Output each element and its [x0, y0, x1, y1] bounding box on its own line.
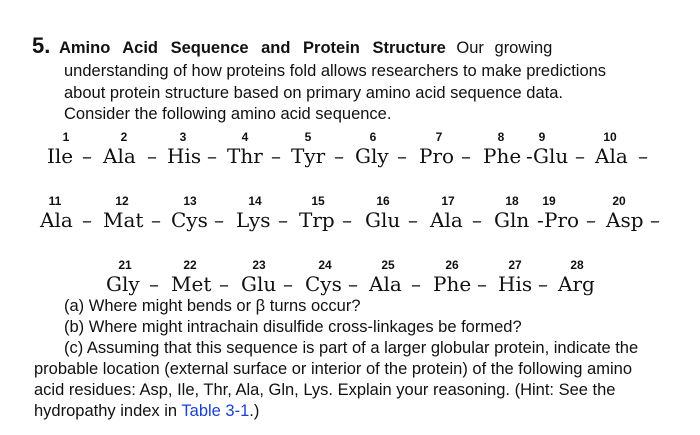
- residue: Ala: [369, 272, 402, 296]
- residue: Phe: [433, 272, 472, 296]
- intro-line: understanding of how proteins fold allows researchers to make predictions: [64, 62, 607, 80]
- bond-separator: –: [271, 144, 281, 168]
- intro-line: Our growing: [456, 39, 553, 57]
- part-b: (b) Where might intrachain disulfide cross-linkages be formed?: [64, 318, 522, 336]
- bond-separator: –: [586, 208, 596, 232]
- residue-number: 19: [542, 194, 556, 208]
- part-a: (a) Where might bends or β turns occur?: [64, 297, 361, 315]
- residue-number: 6: [369, 130, 377, 144]
- bond-separator: –: [82, 144, 92, 168]
- residue-number: 13: [183, 194, 197, 208]
- bond-separator: –: [411, 272, 421, 296]
- residue-number: 14: [248, 194, 262, 208]
- bond-separator: –: [82, 208, 92, 232]
- bond-separator: –: [342, 208, 352, 232]
- residue-number: 27: [508, 258, 522, 272]
- residue-number: 5: [304, 130, 312, 144]
- bond-separator: –: [207, 144, 217, 168]
- residue-number: 18: [505, 194, 519, 208]
- residue: Ala: [40, 208, 73, 232]
- table-3-1-link[interactable]: Table 3-1: [181, 402, 250, 420]
- residue-number: 16: [376, 194, 390, 208]
- residue: His: [167, 144, 202, 168]
- residue-number: 8: [497, 130, 505, 144]
- residue: Asp: [606, 208, 644, 232]
- residue-number: 21: [118, 258, 132, 272]
- residue: Ala: [430, 208, 463, 232]
- residue: Cys: [171, 208, 208, 232]
- residue: Glu: [241, 272, 277, 296]
- residue-number: 4: [241, 130, 249, 144]
- question-number: 5.: [32, 33, 51, 58]
- residue-number: 1: [62, 130, 70, 144]
- part-c-line: (c) Assuming that this sequence is part of a larger globular protein, indicate the: [64, 339, 639, 357]
- residue-number: 20: [612, 194, 626, 208]
- sequence-row-2: [0, 194, 700, 230]
- bond-separator: –: [149, 272, 159, 296]
- question-header: [32, 33, 553, 58]
- residue: Ala: [595, 144, 628, 168]
- part-c-line: acid residues: Asp, Ile, Thr, Ala, Gln, Lys. Explain your reasoning. (Hint: See the: [34, 381, 616, 399]
- bond-separator: –: [538, 272, 548, 296]
- bond-separator: –: [397, 144, 407, 168]
- residue-number: 26: [445, 258, 459, 272]
- bond-separator: –: [477, 272, 487, 296]
- intro-line: about protein structure based on primary amino acid sequence data.: [64, 84, 563, 102]
- bond-separator: –: [638, 144, 648, 168]
- residue: Gly: [106, 272, 140, 296]
- residue: Tyr: [291, 144, 326, 168]
- residue: Gly: [355, 144, 389, 168]
- bond-separator: –: [575, 144, 585, 168]
- residue-number: 9: [538, 130, 546, 144]
- bond-separator: -: [537, 208, 544, 232]
- residue-number: 2: [120, 130, 128, 144]
- bond-separator: –: [283, 272, 293, 296]
- sequence-row-3: [0, 258, 700, 294]
- bond-separator: –: [214, 208, 224, 232]
- question-title: Amino Acid Sequence and Protein Structure: [58, 39, 446, 57]
- residue-number: 17: [441, 194, 455, 208]
- bond-separator: –: [650, 208, 660, 232]
- bond-separator: –: [219, 272, 229, 296]
- sequence-row-1: [0, 130, 700, 166]
- bond-separator: –: [151, 208, 161, 232]
- bond-separator: –: [461, 144, 471, 168]
- residue-number: 22: [183, 258, 197, 272]
- residue-number: 12: [115, 194, 129, 208]
- residue: Trp: [299, 208, 335, 232]
- bond-separator: –: [348, 272, 358, 296]
- part-c-text: .): [249, 402, 260, 420]
- residue: Glu: [365, 208, 401, 232]
- bond-separator: -: [526, 144, 533, 168]
- residue-number: 28: [570, 258, 584, 272]
- residue: Arg: [558, 272, 595, 296]
- residue-number: 3: [179, 130, 187, 144]
- residue: Lys: [236, 208, 271, 232]
- intro-line: Consider the following amino acid sequence.: [64, 105, 392, 123]
- part-c-last-line: [34, 402, 259, 421]
- part-c-text: hydropathy index in: [34, 402, 182, 420]
- residue: Pro: [419, 144, 455, 168]
- bond-separator: –: [334, 144, 344, 168]
- residue-number: 10: [603, 130, 617, 144]
- bond-separator: –: [147, 144, 157, 168]
- residue: Met: [171, 272, 212, 296]
- residue: Pro: [544, 208, 580, 232]
- residue: Cys: [305, 272, 342, 296]
- bond-separator: –: [408, 208, 418, 232]
- residue: Thr: [227, 144, 263, 168]
- residue: His: [498, 272, 533, 296]
- bond-separator: –: [278, 208, 288, 232]
- residue-number: 11: [48, 194, 62, 208]
- residue: Gln: [494, 208, 530, 232]
- residue: Phe: [483, 144, 522, 168]
- residue: Ile: [47, 144, 74, 168]
- residue: Mat: [103, 208, 144, 232]
- residue-number: 24: [318, 258, 332, 272]
- bond-separator: –: [472, 208, 482, 232]
- residue: Ala: [103, 144, 136, 168]
- residue-number: 15: [311, 194, 325, 208]
- residue-number: 23: [252, 258, 266, 272]
- residue-number: 25: [381, 258, 395, 272]
- part-c-line: probable location (external surface or interior of the protein) of the following amino: [34, 360, 632, 378]
- residue: Glu: [533, 144, 569, 168]
- residue-number: 7: [435, 130, 443, 144]
